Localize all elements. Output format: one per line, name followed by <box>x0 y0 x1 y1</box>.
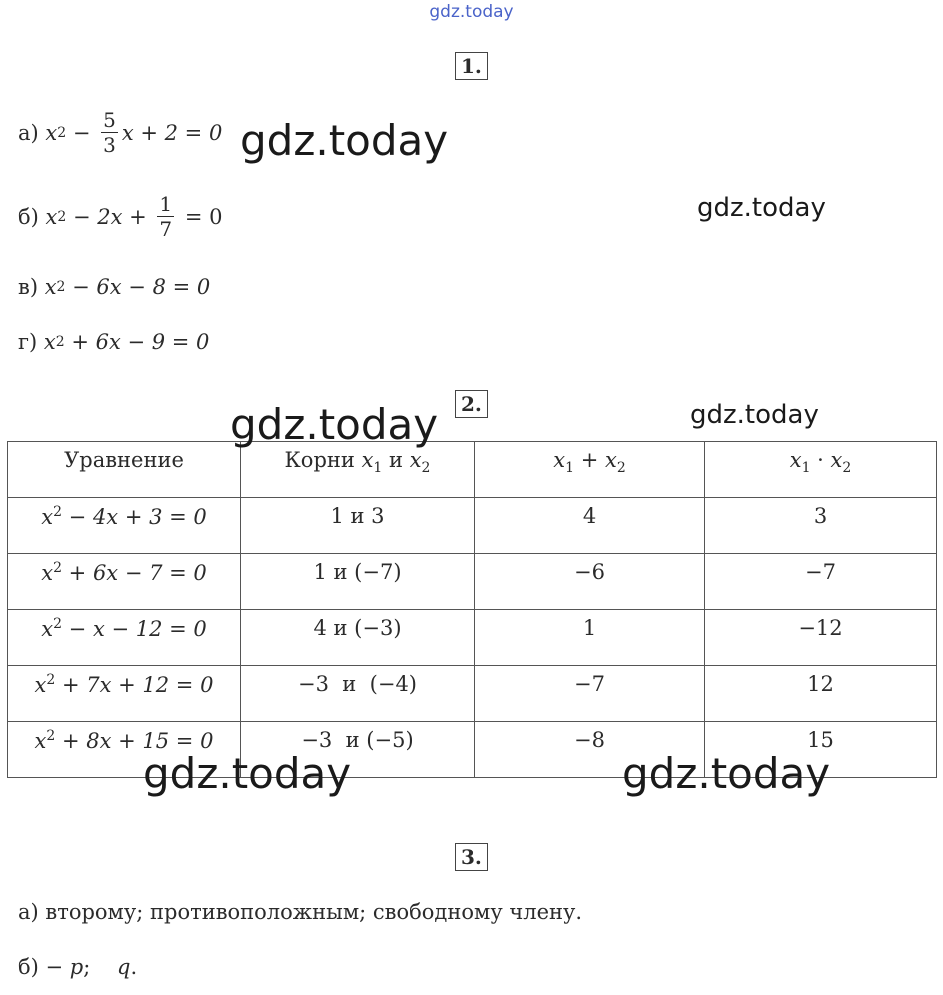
section-1-number: 1. <box>455 52 488 80</box>
header-roots <box>241 442 475 498</box>
row-sum: −7 <box>475 666 705 722</box>
row-sum: 1 <box>475 610 705 666</box>
header-roots-sub2: 2 <box>421 460 431 477</box>
equation-v-x: x <box>44 275 57 299</box>
row-equation <box>8 610 241 666</box>
equation-g-rest: + 6x − 9 = 0 <box>64 330 210 354</box>
equation-g <box>18 330 209 354</box>
header-equation: Уравнение <box>8 442 241 498</box>
watermark-1: gdz.today <box>240 116 449 165</box>
header-roots-and: и <box>382 448 410 472</box>
header-roots-prefix: Корни <box>284 448 362 472</box>
equation-a-denominator: 3 <box>103 133 116 157</box>
answer-a: а) второму; противоположным; свободному члену. <box>18 900 583 924</box>
equation-b <box>18 192 222 241</box>
row-equation-power: 2 <box>46 728 56 744</box>
row-equation-power: 2 <box>53 560 62 576</box>
header-roots-sub1: 1 <box>373 460 383 477</box>
answer-b-sep: ; <box>83 955 118 979</box>
section-3-number: 3. <box>455 843 488 871</box>
row-equation-x: x <box>41 561 54 585</box>
header-roots-x2: x <box>409 448 422 472</box>
header-product-x1: x <box>789 448 802 472</box>
row-equation-rest: + 8x + 15 = 0 <box>55 729 214 753</box>
header-sum-x2: x <box>604 448 617 472</box>
header-sum-op: + <box>574 448 605 472</box>
equation-a-minus: − <box>66 120 98 145</box>
header-sum-sub2: 2 <box>616 460 626 477</box>
equation-b-middle: − 2x + <box>66 204 154 229</box>
watermark-2: gdz.today <box>697 193 826 223</box>
equation-g-letter: г) <box>18 330 38 354</box>
table-row <box>8 666 937 722</box>
answer-b-p: p <box>69 955 84 979</box>
row-equation-power: 2 <box>53 616 62 632</box>
row-equation <box>8 554 241 610</box>
watermark-6: gdz.today <box>622 749 831 798</box>
table-row <box>8 554 937 610</box>
row-equation <box>8 498 241 554</box>
row-sum: 4 <box>475 498 705 554</box>
equation-b-fraction <box>157 192 174 241</box>
row-product: 15 <box>705 722 937 778</box>
equation-b-letter: б) <box>18 204 39 229</box>
equation-g-power: 2 <box>55 334 65 350</box>
header-roots-x1: x <box>361 448 374 472</box>
equation-a-power: 2 <box>57 124 67 141</box>
equation-v-letter: в) <box>18 275 39 299</box>
top-watermark: gdz.today <box>429 2 514 22</box>
equation-a-numerator: 5 <box>103 108 116 132</box>
watermark-3: gdz.today <box>230 400 439 449</box>
row-roots: 1 и 3 <box>241 498 475 554</box>
answer-b-letter: б) − <box>18 955 70 979</box>
row-equation-power: 2 <box>46 672 56 688</box>
watermark-5: gdz.today <box>143 749 352 798</box>
row-roots: 1 и (−7) <box>241 554 475 610</box>
row-equation-x: x <box>34 729 47 753</box>
row-product: 3 <box>705 498 937 554</box>
header-sum <box>475 442 705 498</box>
section-2-number: 2. <box>455 390 488 418</box>
row-roots: 4 и (−3) <box>241 610 475 666</box>
row-roots: −3 и (−5) <box>241 722 475 778</box>
answer-b <box>18 955 137 979</box>
row-product: −12 <box>705 610 937 666</box>
row-equation <box>8 666 241 722</box>
equation-b-numerator: 1 <box>159 192 173 216</box>
table-row <box>8 610 937 666</box>
roots-table <box>7 441 937 778</box>
header-sum-x1: x <box>553 448 566 472</box>
row-product: 12 <box>705 666 937 722</box>
equation-b-denominator: 7 <box>159 217 173 241</box>
row-equation-power: 2 <box>53 504 62 520</box>
row-equation-rest: − 4x + 3 = 0 <box>62 505 207 529</box>
equation-v <box>18 275 210 299</box>
equation-g-x: x <box>43 330 56 354</box>
equation-a-rest: x + 2 = 0 <box>121 120 223 145</box>
header-sum-sub1: 1 <box>565 460 575 477</box>
row-equation-rest: − x − 12 = 0 <box>62 617 207 641</box>
equation-a <box>18 108 222 157</box>
equation-a-x: x <box>45 120 58 145</box>
header-product-sub1: 1 <box>801 460 811 477</box>
header-product-x2: x <box>830 448 843 472</box>
row-equation-x: x <box>34 673 47 697</box>
answer-b-q: q <box>117 955 131 979</box>
equation-v-power: 2 <box>56 279 66 295</box>
row-equation-rest: + 7x + 12 = 0 <box>55 673 214 697</box>
equation-a-letter: а) <box>18 120 39 145</box>
header-product-sub2: 2 <box>842 460 852 477</box>
row-equation-x: x <box>41 617 54 641</box>
equation-b-power: 2 <box>57 208 67 225</box>
equation-b-x: x <box>45 204 58 229</box>
row-product: −7 <box>705 554 937 610</box>
row-sum: −6 <box>475 554 705 610</box>
equation-b-rest: = 0 <box>178 204 223 229</box>
watermark-4: gdz.today <box>690 400 819 430</box>
equation-v-rest: − 6x − 8 = 0 <box>65 275 211 299</box>
row-equation-rest: + 6x − 7 = 0 <box>62 561 207 585</box>
equation-a-fraction <box>101 108 118 157</box>
row-roots: −3 и (−4) <box>241 666 475 722</box>
answer-b-end: . <box>130 955 138 979</box>
row-sum: −8 <box>475 722 705 778</box>
table-header-row <box>8 442 937 498</box>
table-row <box>8 498 937 554</box>
row-equation-x: x <box>41 505 54 529</box>
header-product-op: · <box>810 448 831 472</box>
header-product <box>705 442 937 498</box>
